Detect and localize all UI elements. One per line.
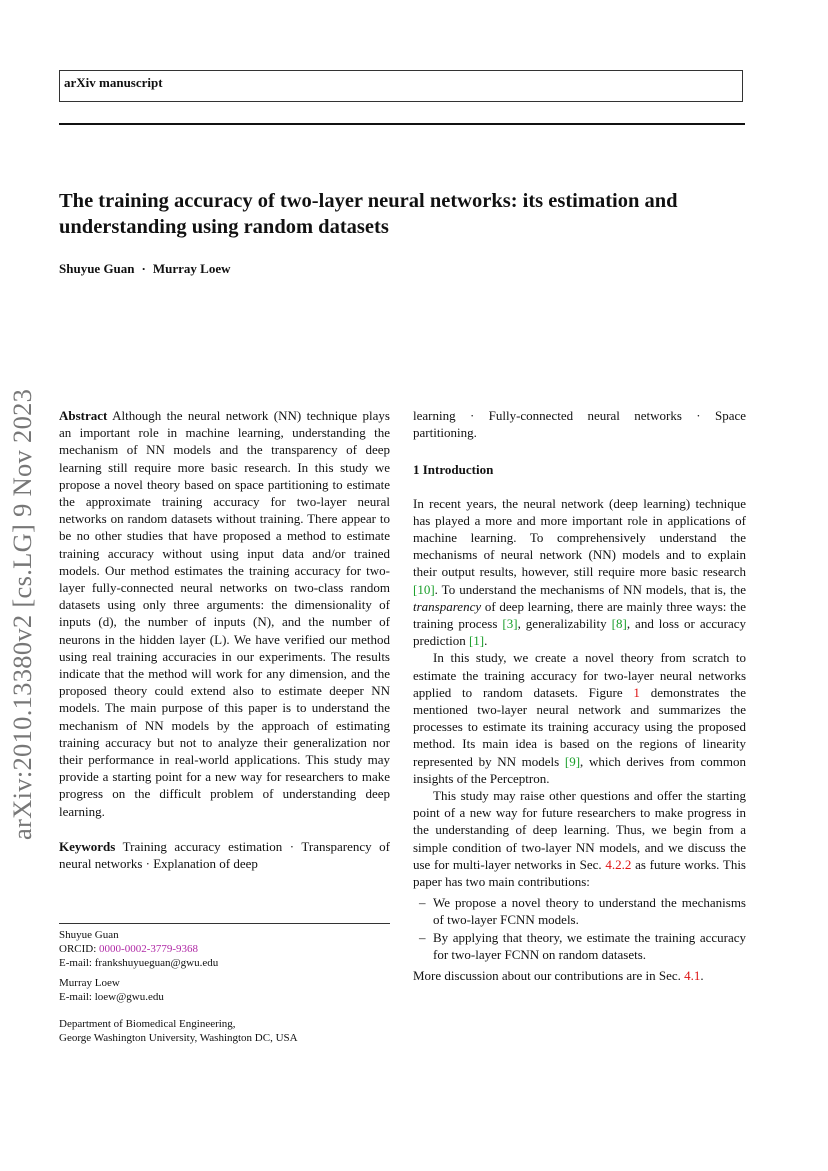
author2-footnote xyxy=(59,976,390,1004)
text-run: of deep learning, there are mainly three ways: the training process xyxy=(413,598,747,632)
author1-name: Shuyue Guan xyxy=(59,929,119,941)
keywords-continued: learning · Fully-connected neural networks · Space partitioning. xyxy=(413,408,746,441)
author1-email: E-mail: frankshuyueguan@gwu.edu xyxy=(59,957,219,970)
author-name: Shuyue Guan xyxy=(59,261,135,276)
keywords-text: Training accuracy estimation · Transparency of neural networks · Explanation of deep xyxy=(59,838,390,872)
text-run: , generalizability xyxy=(517,616,607,632)
author2-email: E-mail: loew@gwu.edu xyxy=(59,991,164,1004)
text-run: demonstrates the mentioned two-layer neural network and summarizes the processes to estimate its training accuracy using the proposed method. Its main idea is based on the regions of linearity represented by NN models xyxy=(413,684,746,769)
citation-link[interactable]: [3] xyxy=(502,616,518,632)
intro-paragraph-2 xyxy=(413,649,746,787)
citation-link[interactable]: [1] xyxy=(468,633,485,649)
section-heading: 1 Introduction xyxy=(413,462,494,478)
figure-ref-link[interactable]: 1 xyxy=(633,684,640,700)
closing-line xyxy=(413,967,746,984)
section-ref-link[interactable]: 4.2.2 xyxy=(605,856,632,872)
text-run: . xyxy=(484,633,488,649)
text-run: More discussion about our contributions are in Sec. xyxy=(413,968,681,984)
author2-name: Murray Loew xyxy=(59,977,120,989)
text-run: transparency xyxy=(413,598,482,614)
footnote-rule xyxy=(59,923,390,924)
right-column xyxy=(413,407,746,984)
abstract-label: Abstract xyxy=(59,408,108,423)
author1-orcid xyxy=(59,942,390,956)
orcid-label: ORCID: xyxy=(59,943,97,956)
left-column xyxy=(59,407,390,872)
list-item: – By applying that theory, we estimate the training accuracy for two-layer FCNN on random datasets. xyxy=(433,929,746,963)
author-separator: · xyxy=(141,261,146,276)
list-item: – We propose a novel theory to understand the mechanisms of two-layer FCNN models. xyxy=(433,894,746,928)
author-list xyxy=(59,261,230,277)
orcid-link[interactable]: 0000-0002-3779-9368 xyxy=(99,943,199,956)
keywords-label: Keywords xyxy=(59,838,116,854)
text-run: as future works. This paper has two main contributions: xyxy=(413,856,746,890)
citation-link[interactable]: [10] xyxy=(413,581,435,597)
affiliation-line: Department of Biomedical Engineering, xyxy=(59,1018,236,1030)
keywords xyxy=(59,838,390,872)
paper-title: The training accuracy of two-layer neural networks: its estimation and understanding using random datasets xyxy=(59,190,678,238)
header-rule xyxy=(59,123,745,125)
contribution-list xyxy=(413,894,746,963)
abstract xyxy=(59,407,390,820)
author-name: Murray Loew xyxy=(152,261,231,276)
citation-link[interactable]: [8] xyxy=(611,616,627,632)
intro-paragraph-1 xyxy=(413,495,746,650)
affiliation-line: George Washington University, Washington DC, USA xyxy=(59,1032,298,1045)
header-box xyxy=(59,70,743,102)
text-run: In this study, we create a novel theory from scratch to estimate the training accuracy for two-layer neural networks applied to random datasets. Figure xyxy=(413,650,746,700)
text-run: In recent years, the neural network (deep learning) technique has played a more and more important role in applications of machine learning. To comprehensively understand the mechanisms of neural network (NN) models and to explain their output results, however, still require more basic research xyxy=(413,495,746,580)
author1-footnote xyxy=(59,928,390,971)
citation-link[interactable]: [9] xyxy=(564,753,581,769)
text-run: . xyxy=(700,968,704,984)
text-run: , which derives from common insights of the Perceptron. xyxy=(413,753,746,786)
section-ref-link[interactable]: 4.1 xyxy=(684,968,701,984)
text-run: This study may raise other questions and offer the starting point of a new way for future researchers to make progress in the understanding of deep learning. Thus, we begin from a simple condition of two-layer NN models, and we discuss the use for multi-layer networks in Sec. xyxy=(413,788,746,872)
arxiv-side-stamp: arXiv:2010.13380v2 [cs.LG] 9 Nov 2023 xyxy=(7,388,37,840)
header-label: arXiv manuscript xyxy=(64,75,163,90)
text-run: . To understand the mechanisms of NN models, that is, the xyxy=(434,581,746,597)
abstract-text: Although the neural network (NN) technique plays an important role in machine learning, understanding the mechanism of NN models and the transparency of deep learning still require more basic research. In this study we propose a novel theory based on space partitioning to estimate the approximate training accuracy for two-layer neural networks on random datasets without training. There appear to be no other studies that have proposed a method to estimate training accuracy without using input data and/or trained models. Our method estimates the training accuracy for two-layer fully-connected neural networks on two-class random datasets using only three arguments: the dimensionality of inputs (d), the number of inputs (N), and the number of neurons in the hidden layer (L). We have verified our method using real training accuracies in our experiments. The results indicate that the method will work for any dimension, and the proposed theory could extend also to estimate deeper NN models. The main purpose of this paper is to understand the mechanism of NN models by the approach of estimating training accuracy but not to analyze their generalization nor their performance in real-world applications. This study may provide a starting point for a new way for researchers to make progress on the difficult problem of understanding deep learning. xyxy=(59,408,390,819)
intro-paragraph-3 xyxy=(413,787,746,890)
text-run: , and loss or accuracy prediction xyxy=(413,616,747,649)
affiliation-footnote xyxy=(59,1017,390,1045)
